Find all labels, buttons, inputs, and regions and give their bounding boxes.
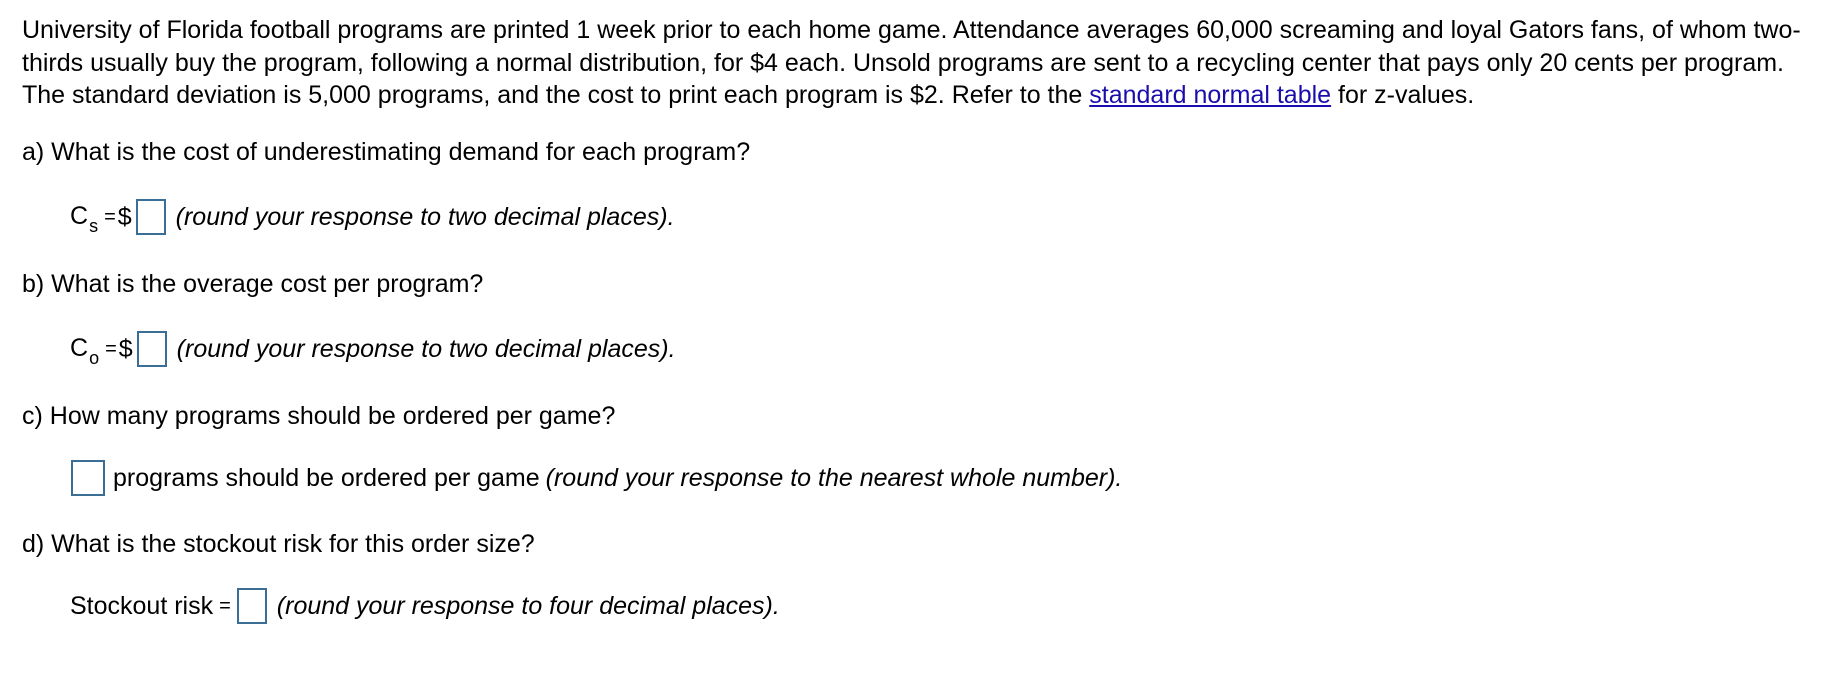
stockout-risk-label: Stockout risk <box>70 592 214 620</box>
answer-line-c <box>68 460 1122 496</box>
currency-sign: $ <box>118 335 133 363</box>
hint-b: (round your response to two decimal places). <box>176 335 676 363</box>
order-quantity-label: programs should be ordered per game <box>113 464 540 492</box>
cs-variable: C s <box>70 202 99 236</box>
intro-text-end: for z-values. <box>1331 81 1475 109</box>
standard-normal-table-link[interactable]: standard normal table <box>1089 81 1332 109</box>
answer-line-a <box>70 198 675 236</box>
currency-sign: $ <box>117 203 132 231</box>
question-a: a) What is the cost of underestimating demand for each program? <box>22 138 751 166</box>
question-b: b) What is the overage cost per program? <box>22 270 484 298</box>
cs-answer-input[interactable] <box>136 199 166 235</box>
stockout-risk-input[interactable] <box>237 588 267 624</box>
intro-text: University of Florida football programs are printed 1 week prior to each home game. Attendance averages 60,000 screaming and loyal Gators fans, of whom two-thirds usually buy the program, following a normal distribution, for $4 each. Unsold programs are sent to a recycling center that pays only 20 cents per program. The standard deviation is 5,000 programs, and the cost to print each program is $2. Refer to the <box>22 16 1801 109</box>
answer-line-d <box>70 588 780 624</box>
order-quantity-input[interactable] <box>71 460 105 496</box>
co-answer-input[interactable] <box>137 331 167 367</box>
hint-a: (round your response to two decimal places). <box>175 203 675 231</box>
equals-sign: = <box>105 338 117 360</box>
problem-content <box>22 14 1822 112</box>
hint-d: (round your response to four decimal places). <box>276 592 780 620</box>
answer-line-b <box>70 330 676 368</box>
co-variable: C o <box>70 334 100 368</box>
question-c: c) How many programs should be ordered per game? <box>22 402 616 430</box>
question-d: d) What is the stockout risk for this order size? <box>22 530 535 558</box>
equals-sign: = <box>104 206 116 228</box>
hint-c: (round your response to the nearest whole number). <box>545 464 1123 492</box>
equals-sign: = <box>219 595 231 617</box>
problem-statement <box>22 14 1822 112</box>
